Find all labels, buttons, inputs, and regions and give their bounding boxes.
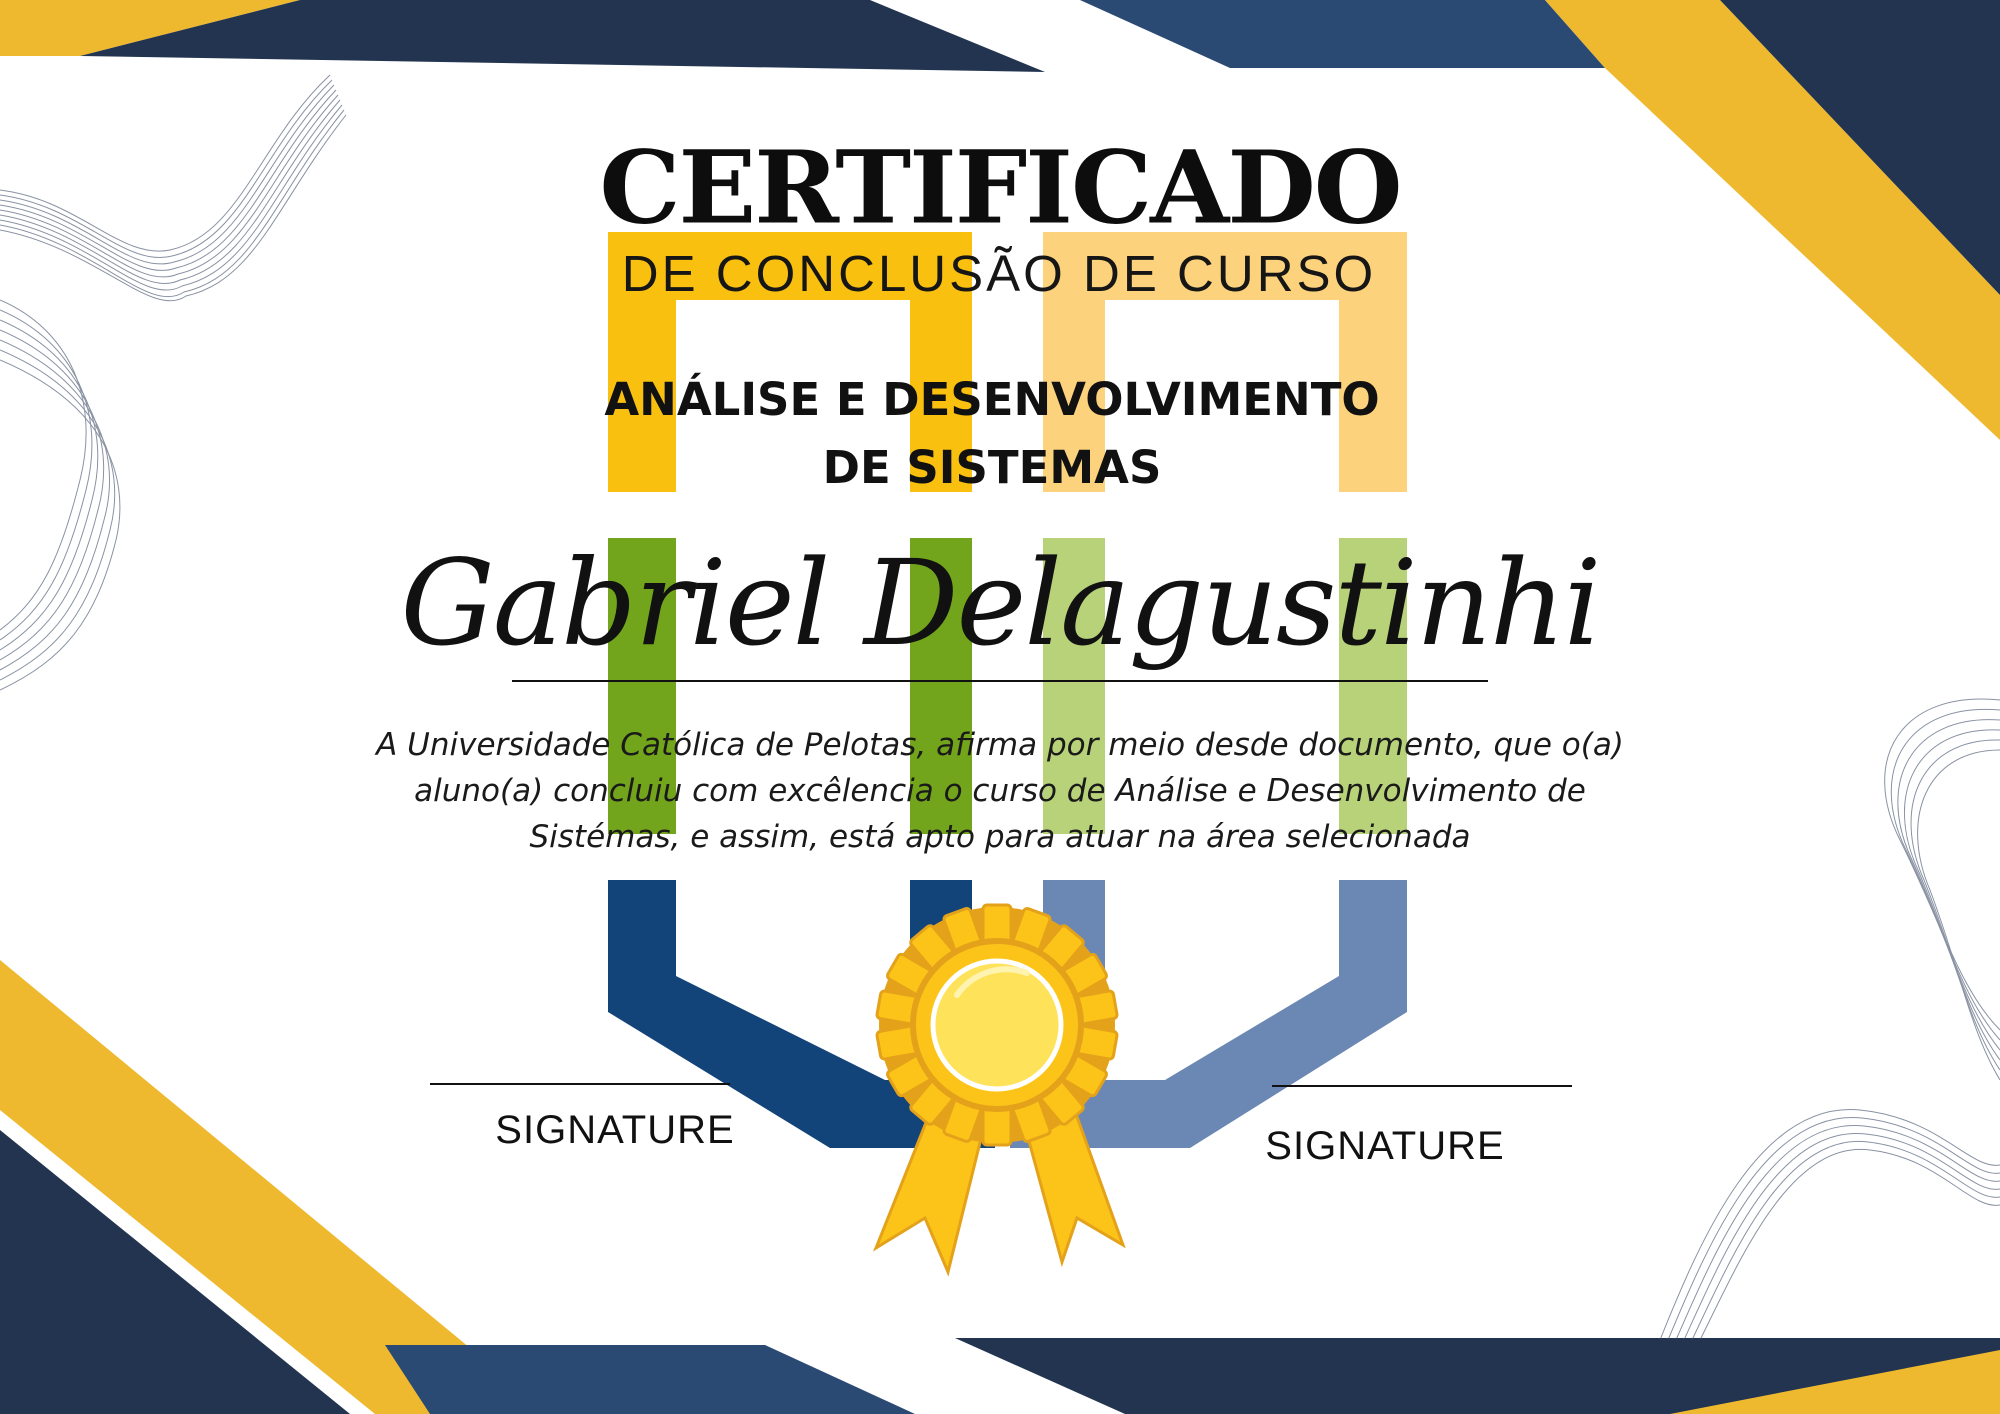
student-name: Gabriel Delagustinhi — [400, 534, 1600, 672]
statement-line-2: aluno(a) concluiu com excêlencia o curso de Análise e Desenvolvimento de — [414, 773, 1586, 809]
course-name-line-1: ANÁLISE E DESENVOLVIMENTO — [604, 373, 1380, 426]
award-seal-icon — [876, 905, 1123, 1272]
statement-line-3: Sistémas, e assim, está apto para atuar na área selecionada — [529, 819, 1471, 855]
wave-ornament-bottom-right — [1660, 1109, 2000, 1340]
wave-ornament-right — [1885, 699, 2000, 1080]
certificate-title: CERTIFICADO — [599, 129, 1401, 247]
signature-label-left: SIGNATURE — [495, 1108, 735, 1152]
certificate-subtitle: DE CONCLUSÃO DE CURSO — [621, 245, 1377, 302]
certificate-statement — [300, 722, 1700, 860]
course-name-line-2: DE SISTEMAS — [822, 441, 1162, 494]
statement-line-1: A Universidade Católica de Pelotas, afirma por meio desde documento, que o(a) — [376, 727, 1624, 763]
course-name — [0, 366, 1992, 502]
signature-label-right: SIGNATURE — [1265, 1124, 1505, 1168]
